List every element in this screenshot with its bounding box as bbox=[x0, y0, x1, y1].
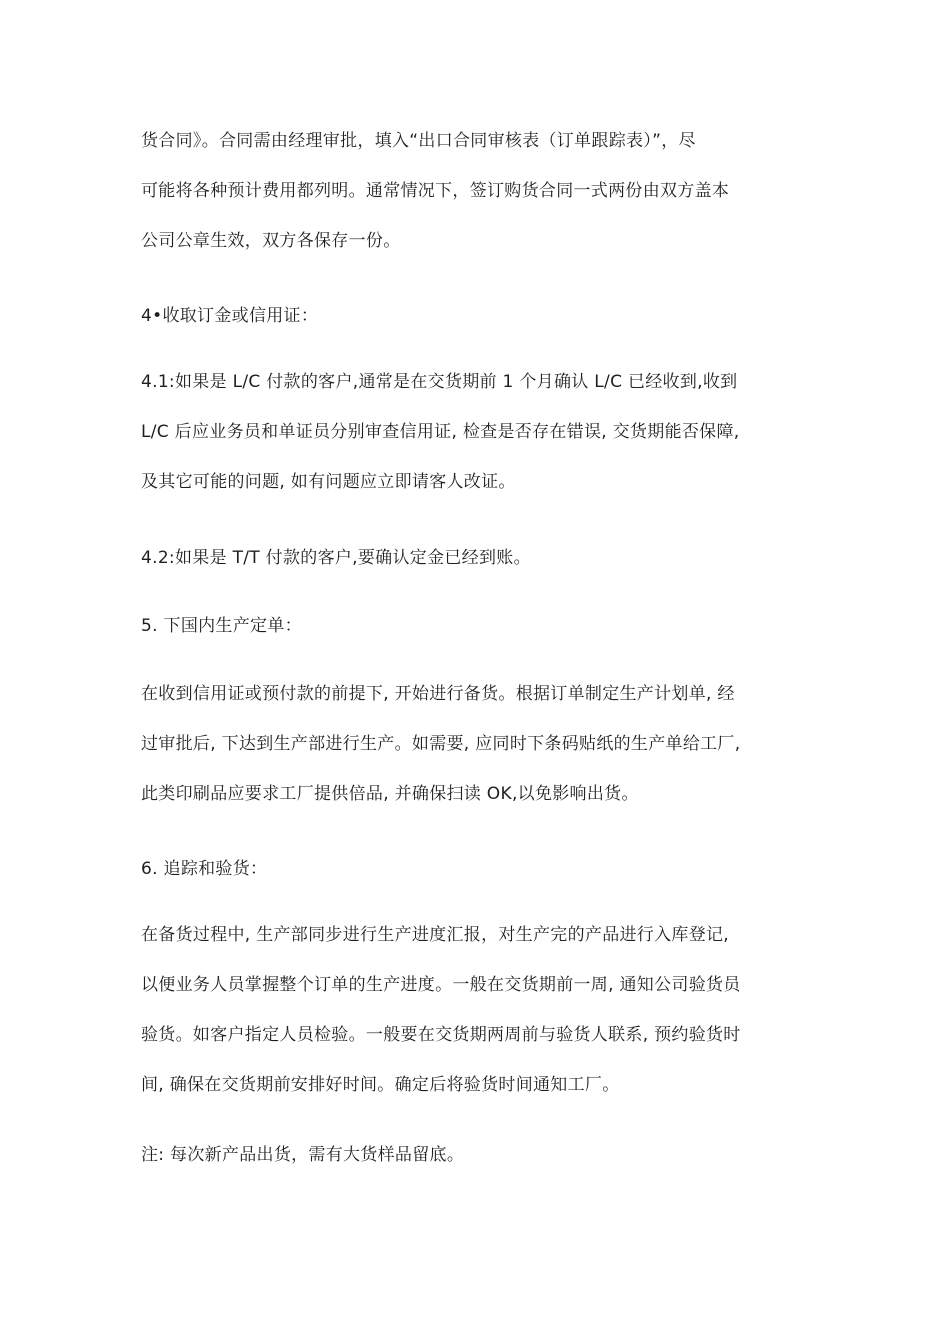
text-line: 以便业务人员掌握整个订单的生产进度。一般在交货期前一周, 通知公司验货员 bbox=[141, 975, 741, 995]
note-text: 注: 每次新产品出货，需有大货样品留底。 bbox=[141, 1145, 465, 1165]
heading-text: 5. 下国内生产定单： bbox=[141, 616, 302, 636]
text-line: L/C 后应业务员和单证员分别审查信用证, 检查是否存在错误, 交货期能否保障, bbox=[141, 422, 740, 442]
paragraph-production-plan bbox=[141, 669, 809, 819]
note-sample-retention bbox=[141, 1130, 809, 1180]
text-line: 在备货过程中, 生产部同步进行生产进度汇报，对生产完的产品进行入库登记, bbox=[141, 925, 730, 945]
text-line: 公司公章生效，双方各保存一份。 bbox=[141, 231, 401, 251]
text-line: 4.2:如果是 T/T 付款的客户,要确认定金已经到账。 bbox=[141, 548, 531, 568]
paragraph-contract-approval bbox=[141, 116, 809, 266]
text-line: 验货。如客户指定人员检验。一般要在交货期两周前与验货人联系, 预约验货时 bbox=[141, 1025, 741, 1045]
section-heading-tracking bbox=[141, 844, 809, 894]
section-heading-deposit bbox=[141, 291, 809, 341]
paragraph-tt-payment bbox=[141, 533, 809, 583]
text-line: 过审批后, 下达到生产部进行生产。如需要, 应同时下条码贴纸的生产单给工厂, bbox=[141, 734, 741, 754]
text-line: 在收到信用证或预付款的前提下, 开始进行备货。根据订单制定生产计划单, 经 bbox=[141, 684, 735, 704]
paragraph-inspection bbox=[141, 910, 809, 1110]
text-line: 及其它可能的问题, 如有问题应立即请客人改证。 bbox=[141, 472, 516, 492]
paragraph-lc-payment bbox=[141, 357, 809, 507]
text-line: 4.1:如果是 L/C 付款的客户,通常是在交货期前 1 个月确认 L/C 已经收到,收到 bbox=[141, 372, 738, 392]
text-line: 间, 确保在交货期前安排好时间。确定后将验货时间通知工厂。 bbox=[141, 1075, 620, 1095]
text-line: 可能将各种预计费用都列明。通常情况下，签订购货合同一式两份由双方盖本 bbox=[141, 181, 730, 201]
heading-text: 6. 追踪和验货： bbox=[141, 859, 268, 879]
text-line: 此类印刷品应要求工厂提供倍品, 并确保扫读 OK,以免影响出货。 bbox=[141, 784, 639, 804]
section-heading-production-order bbox=[141, 601, 809, 651]
heading-text: 4•收取订金或信用证： bbox=[141, 306, 319, 326]
text-line: 货合同》。合同需由经理审批，填入“出口合同审核表（订单跟踪表）”，尽 bbox=[141, 131, 696, 151]
